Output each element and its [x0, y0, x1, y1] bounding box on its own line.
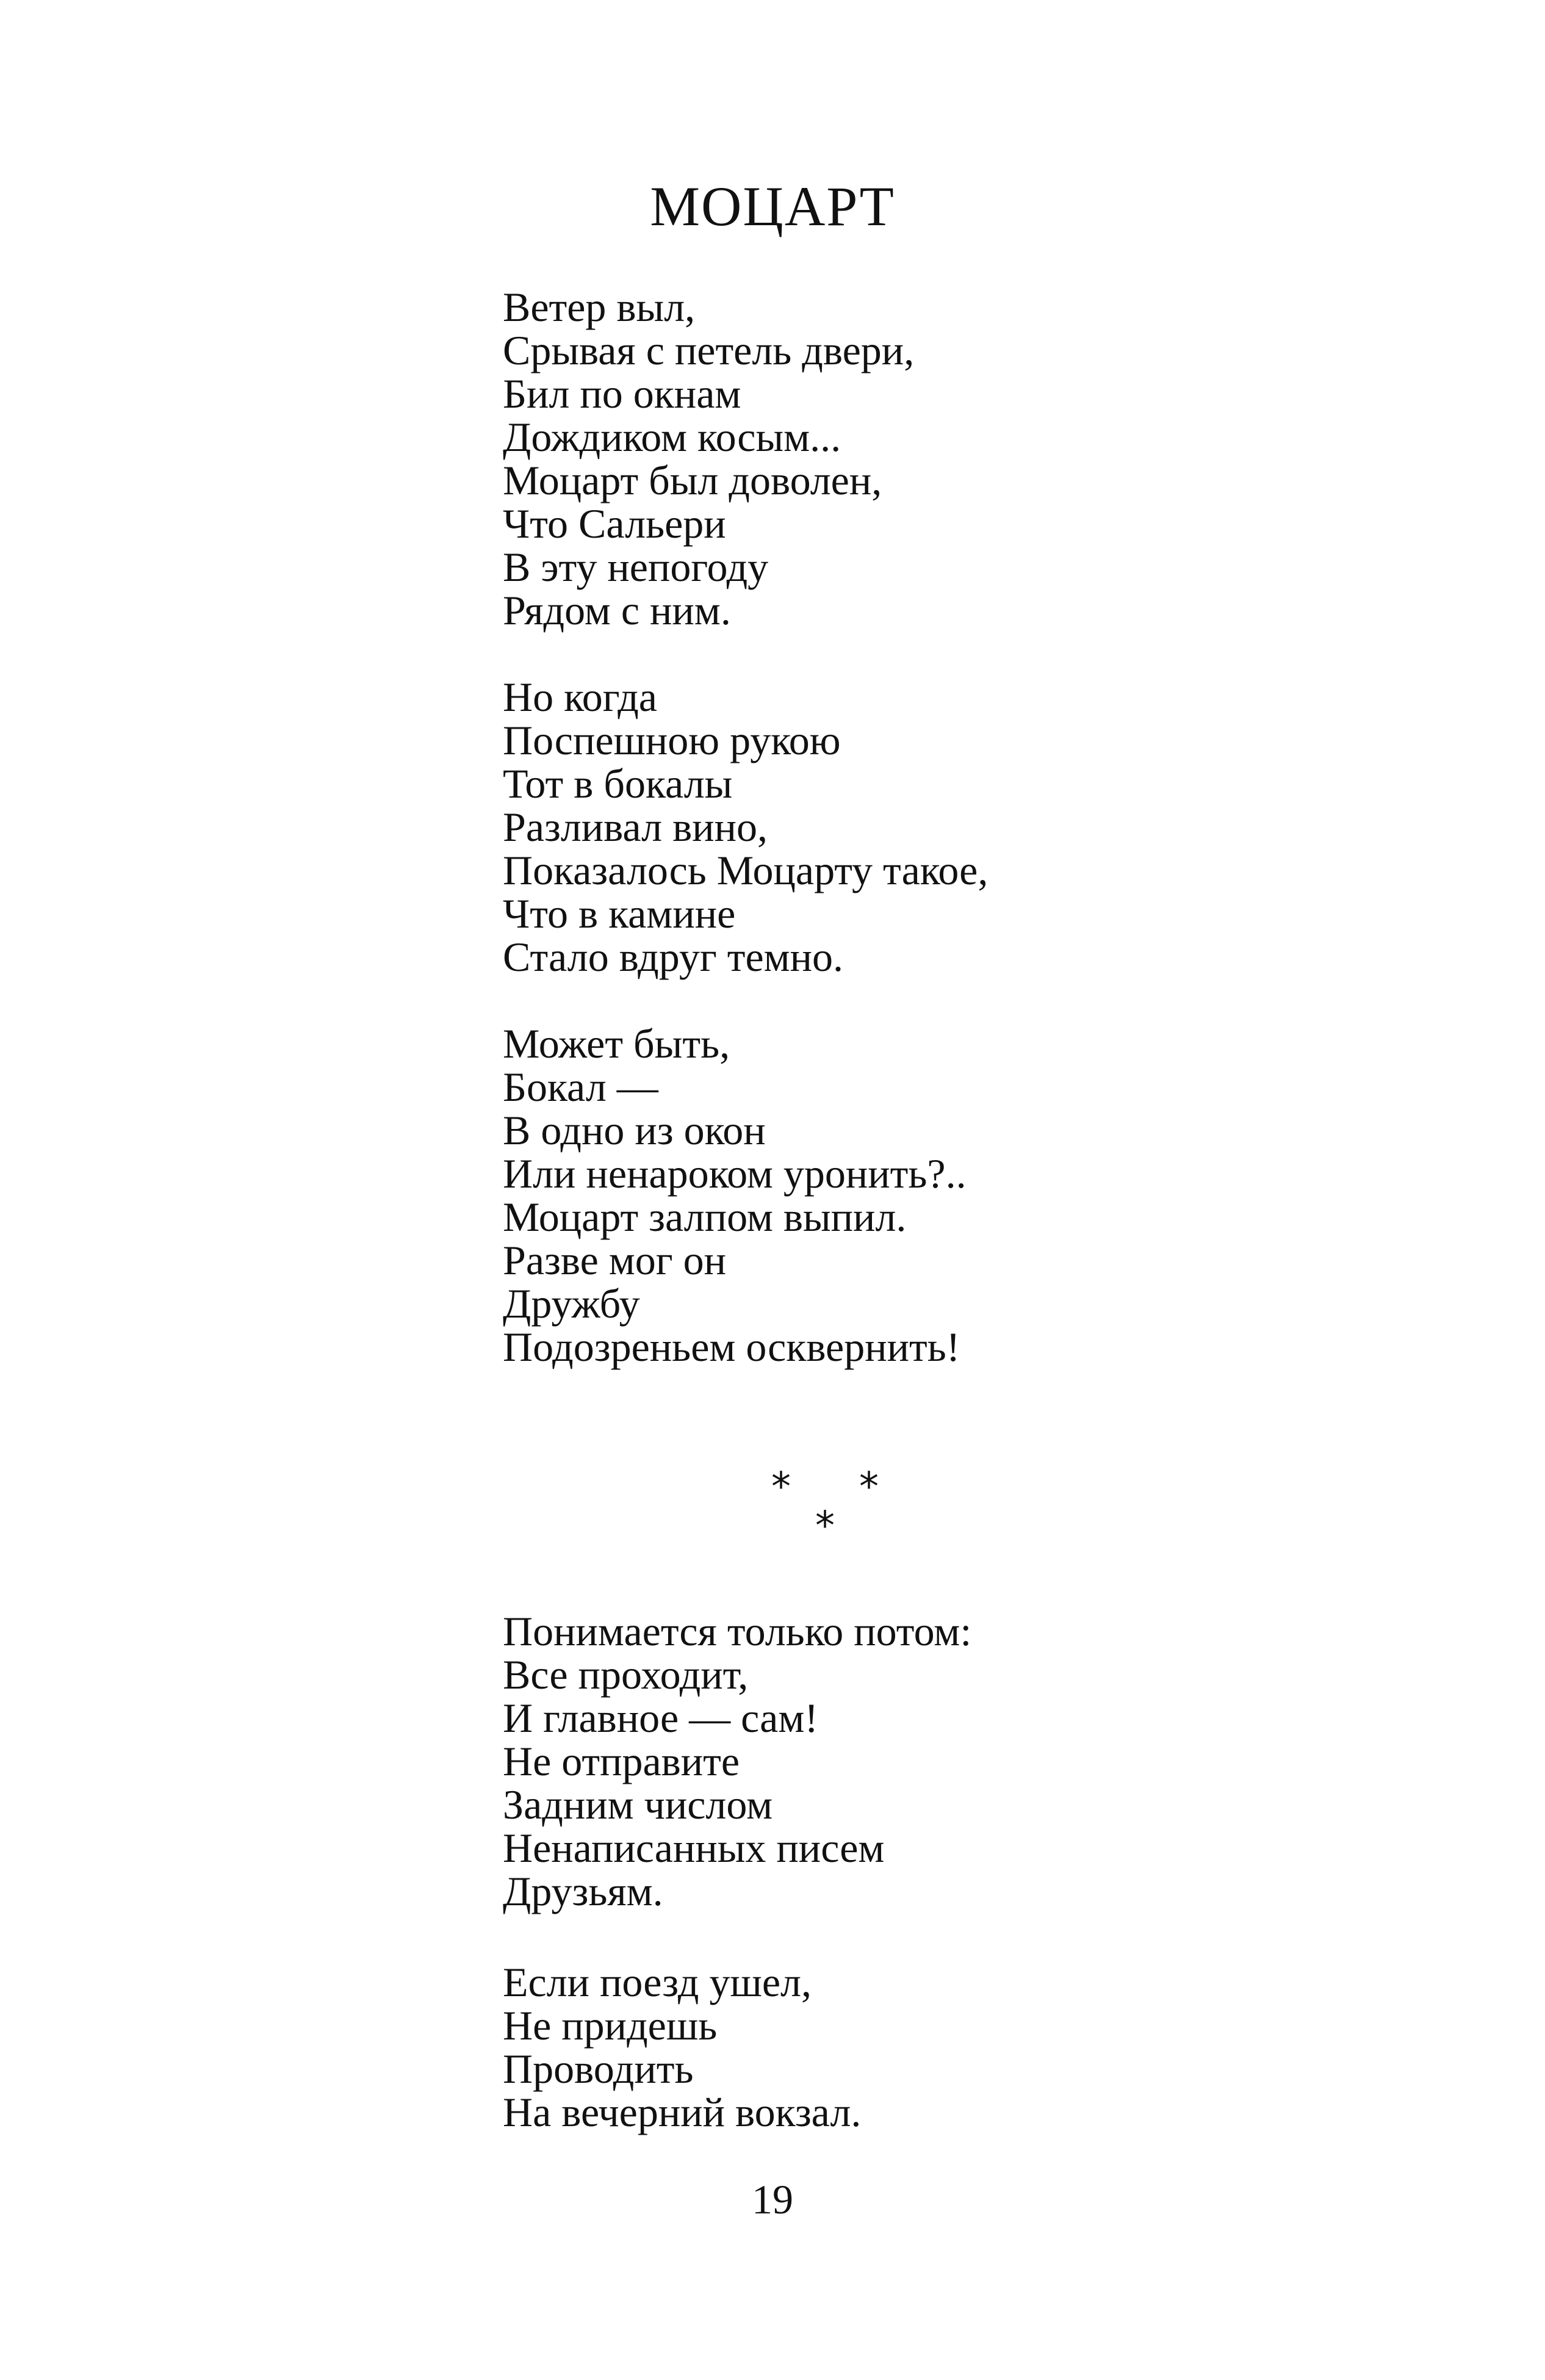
verse-line: Не отправите [503, 1738, 740, 1784]
stanza-3 [503, 1022, 1418, 1369]
verse-line: Но когда [503, 674, 657, 720]
verse-line: Понимается только потом: [503, 1608, 972, 1654]
verse-line: Если поезд ушел, [503, 1959, 812, 2005]
verse-line: Тот в бокалы [503, 760, 733, 807]
verse-line: На вечерний вокзал. [503, 2089, 862, 2135]
verse-line: Друзьям. [503, 1868, 663, 1914]
stanza-2 [503, 1961, 1418, 2134]
verse-line: Срывая с петель двери, [503, 327, 915, 373]
verse-line: В эту непогоду [503, 544, 769, 590]
verse-line: Проводить [503, 2046, 694, 2092]
stanza-2 [503, 676, 1418, 979]
verse-line: Разве мог он [503, 1237, 727, 1283]
asterisk-icon: * [859, 1465, 879, 1510]
verse-line: Задним числом [503, 1781, 773, 1828]
poem-title: МОЦАРТ [650, 175, 895, 237]
verse-line: Моцарт залпом выпил. [503, 1194, 907, 1240]
page-number: 19 [752, 2176, 793, 2223]
verse-line: Дождиком косым... [503, 414, 841, 460]
verse-line: Бокал — [503, 1064, 658, 1110]
verse-line: Может быть, [503, 1020, 730, 1067]
verse-line: В одно из окон [503, 1107, 766, 1153]
asterisk-icon: * [815, 1504, 835, 1549]
verse-line: Стало вдруг темно. [503, 934, 844, 980]
verse-line: Что Сальери [503, 500, 726, 547]
verse-line: Моцарт был доволен, [503, 457, 882, 503]
stanza-1 [503, 286, 1418, 632]
verse-line: Бил по окнам [503, 370, 741, 417]
poem-untitled [503, 1610, 1418, 2134]
verse-line: Разливал вино, [503, 804, 768, 850]
verse-line: Что в камине [503, 890, 736, 937]
verse-line: Или ненароком уронить?.. [503, 1150, 967, 1197]
verse-line: Ветер выл, [503, 284, 696, 330]
asterism-separator [757, 1465, 879, 1565]
verse-line: Поспешною рукою [503, 717, 841, 763]
stanza-1 [503, 1610, 1418, 1913]
poem-mozart [503, 286, 1418, 1369]
verse-line: И главное — сам! [503, 1695, 819, 1741]
verse-line: Показалось Моцарту такое, [503, 847, 989, 893]
verse-line: Рядом с ним. [503, 587, 731, 633]
verse-line: Не придешь [503, 2002, 718, 2049]
verse-line: Дружбу [503, 1280, 640, 1327]
verse-line: Ненаписанных писем [503, 1825, 885, 1871]
verse-line: Подозреньем осквернить! [503, 1324, 960, 1370]
asterisk-icon: * [771, 1465, 791, 1510]
verse-line: Все проходит, [503, 1651, 749, 1698]
